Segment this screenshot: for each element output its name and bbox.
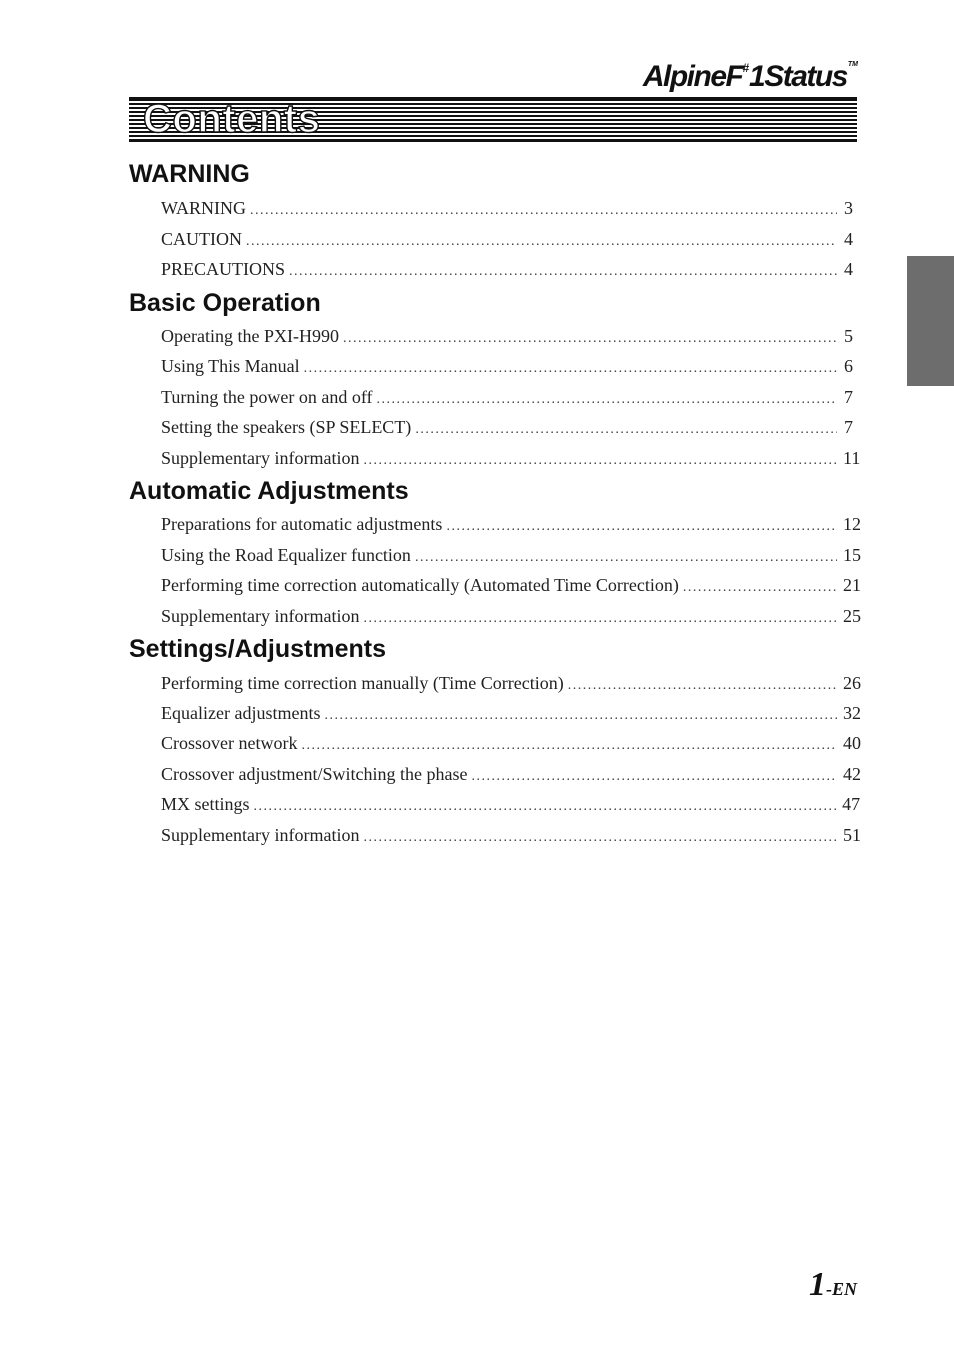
dot-leader	[246, 230, 837, 254]
brand-logo-main: AlpineF	[642, 60, 743, 93]
toc-entry[interactable]	[161, 227, 853, 251]
dot-leader	[304, 357, 837, 381]
toc-entry-label: Setting the speakers (SP SELECT)	[161, 415, 415, 439]
toc-entry-label: Preparations for automatic adjustments	[161, 512, 446, 536]
toc-entry-page: 6	[844, 356, 853, 376]
toc-entry[interactable]	[161, 415, 853, 439]
toc-entry[interactable]	[161, 196, 853, 220]
toc-entry-label: Performing time correction manually (Time Correction)	[161, 671, 568, 695]
dot-leader	[363, 449, 837, 473]
toc-entry-page: 42	[843, 764, 861, 784]
toc-entry[interactable]	[161, 604, 861, 628]
dot-leader	[301, 734, 836, 758]
toc-entry[interactable]	[161, 512, 861, 536]
toc-entry-page: 15	[843, 545, 861, 565]
toc-entry-label: Crossover network	[161, 731, 301, 755]
language-tab-marker	[907, 256, 954, 386]
section-heading-basic-operation: Basic Operation	[129, 289, 321, 317]
toc-entry[interactable]	[161, 354, 853, 378]
trademark-mark: TM	[847, 61, 858, 68]
dot-leader	[250, 199, 837, 223]
page-number-value: 1	[809, 1266, 826, 1303]
toc-entry-label: WARNING	[161, 196, 250, 220]
toc-entry-page: 25	[843, 606, 861, 626]
toc-entry-label: Turning the power on and off	[161, 385, 376, 409]
toc-entry[interactable]	[161, 543, 861, 567]
brand-logo-superscript: #	[742, 61, 750, 75]
toc-entry[interactable]	[161, 385, 853, 409]
toc-entry-page: 7	[844, 417, 853, 437]
toc-entry-label: Supplementary information	[161, 446, 363, 470]
dot-leader	[376, 388, 837, 412]
toc-entry-label: MX settings	[161, 792, 254, 816]
toc-entry-label: Operating the PXI-H990	[161, 324, 343, 348]
toc-entry[interactable]	[161, 792, 861, 816]
toc-entry-label: Crossover adjustment/Switching the phase	[161, 762, 471, 786]
toc-entry[interactable]	[161, 324, 853, 348]
dot-leader	[254, 795, 837, 819]
section-heading-automatic-adjustments: Automatic Adjustments	[129, 477, 409, 505]
section-heading-settings-adjustments: Settings/Adjustments	[129, 635, 386, 663]
section-heading-warning: WARNING	[129, 160, 250, 188]
toc-entry-page: 51	[843, 825, 861, 845]
toc-entry[interactable]	[161, 446, 861, 470]
toc-entry-label: Using This Manual	[161, 354, 304, 378]
toc-entry-page: 21	[843, 575, 861, 595]
brand-logo	[643, 60, 858, 94]
dot-leader	[683, 576, 837, 600]
toc-entry-label: PRECAUTIONS	[161, 257, 289, 281]
toc-entry[interactable]	[161, 573, 861, 597]
toc-entry[interactable]	[161, 257, 853, 281]
dot-leader	[289, 260, 837, 284]
brand-logo-tail: 1Status	[749, 60, 847, 93]
toc-entry-label: Performing time correction automatically (Automated Time Correction)	[161, 573, 683, 597]
dot-leader	[363, 607, 837, 631]
page-title: Contents	[143, 97, 321, 141]
page-number	[809, 1266, 857, 1304]
toc-entry-page: 4	[844, 259, 853, 279]
toc-entry[interactable]	[161, 671, 861, 695]
toc-entry-page: 32	[843, 703, 861, 723]
contents-title-bar	[129, 97, 857, 142]
toc-entry[interactable]	[161, 731, 861, 755]
toc-entry-page: 5	[844, 326, 853, 346]
toc-entry-page: 7	[844, 387, 853, 407]
toc-entry-page: 47	[842, 794, 861, 814]
toc-entry-page: 3	[844, 198, 853, 218]
dot-leader	[343, 327, 837, 351]
dot-leader	[415, 418, 837, 442]
dot-leader	[324, 704, 837, 728]
dot-leader	[363, 826, 837, 850]
toc-entry-page: 12	[843, 514, 861, 534]
toc-entry-label: Using the Road Equalizer function	[161, 543, 415, 567]
dot-leader	[568, 674, 837, 698]
toc-entry-page: 11	[843, 448, 861, 468]
toc-entry[interactable]	[161, 701, 861, 725]
toc-entry-label: Supplementary information	[161, 823, 363, 847]
toc-entry[interactable]	[161, 823, 861, 847]
toc-entry-page: 40	[842, 733, 861, 753]
dot-leader	[415, 546, 837, 570]
toc-entry-label: Supplementary information	[161, 604, 363, 628]
dot-leader	[471, 765, 837, 789]
toc-entry[interactable]	[161, 762, 861, 786]
dot-leader	[446, 515, 837, 539]
toc-entry-page: 4	[844, 229, 853, 249]
page-number-suffix: -EN	[826, 1279, 857, 1299]
toc-entry-page: 26	[843, 673, 861, 693]
toc-entry-label: Equalizer adjustments	[161, 701, 324, 725]
toc-entry-label: CAUTION	[161, 227, 246, 251]
